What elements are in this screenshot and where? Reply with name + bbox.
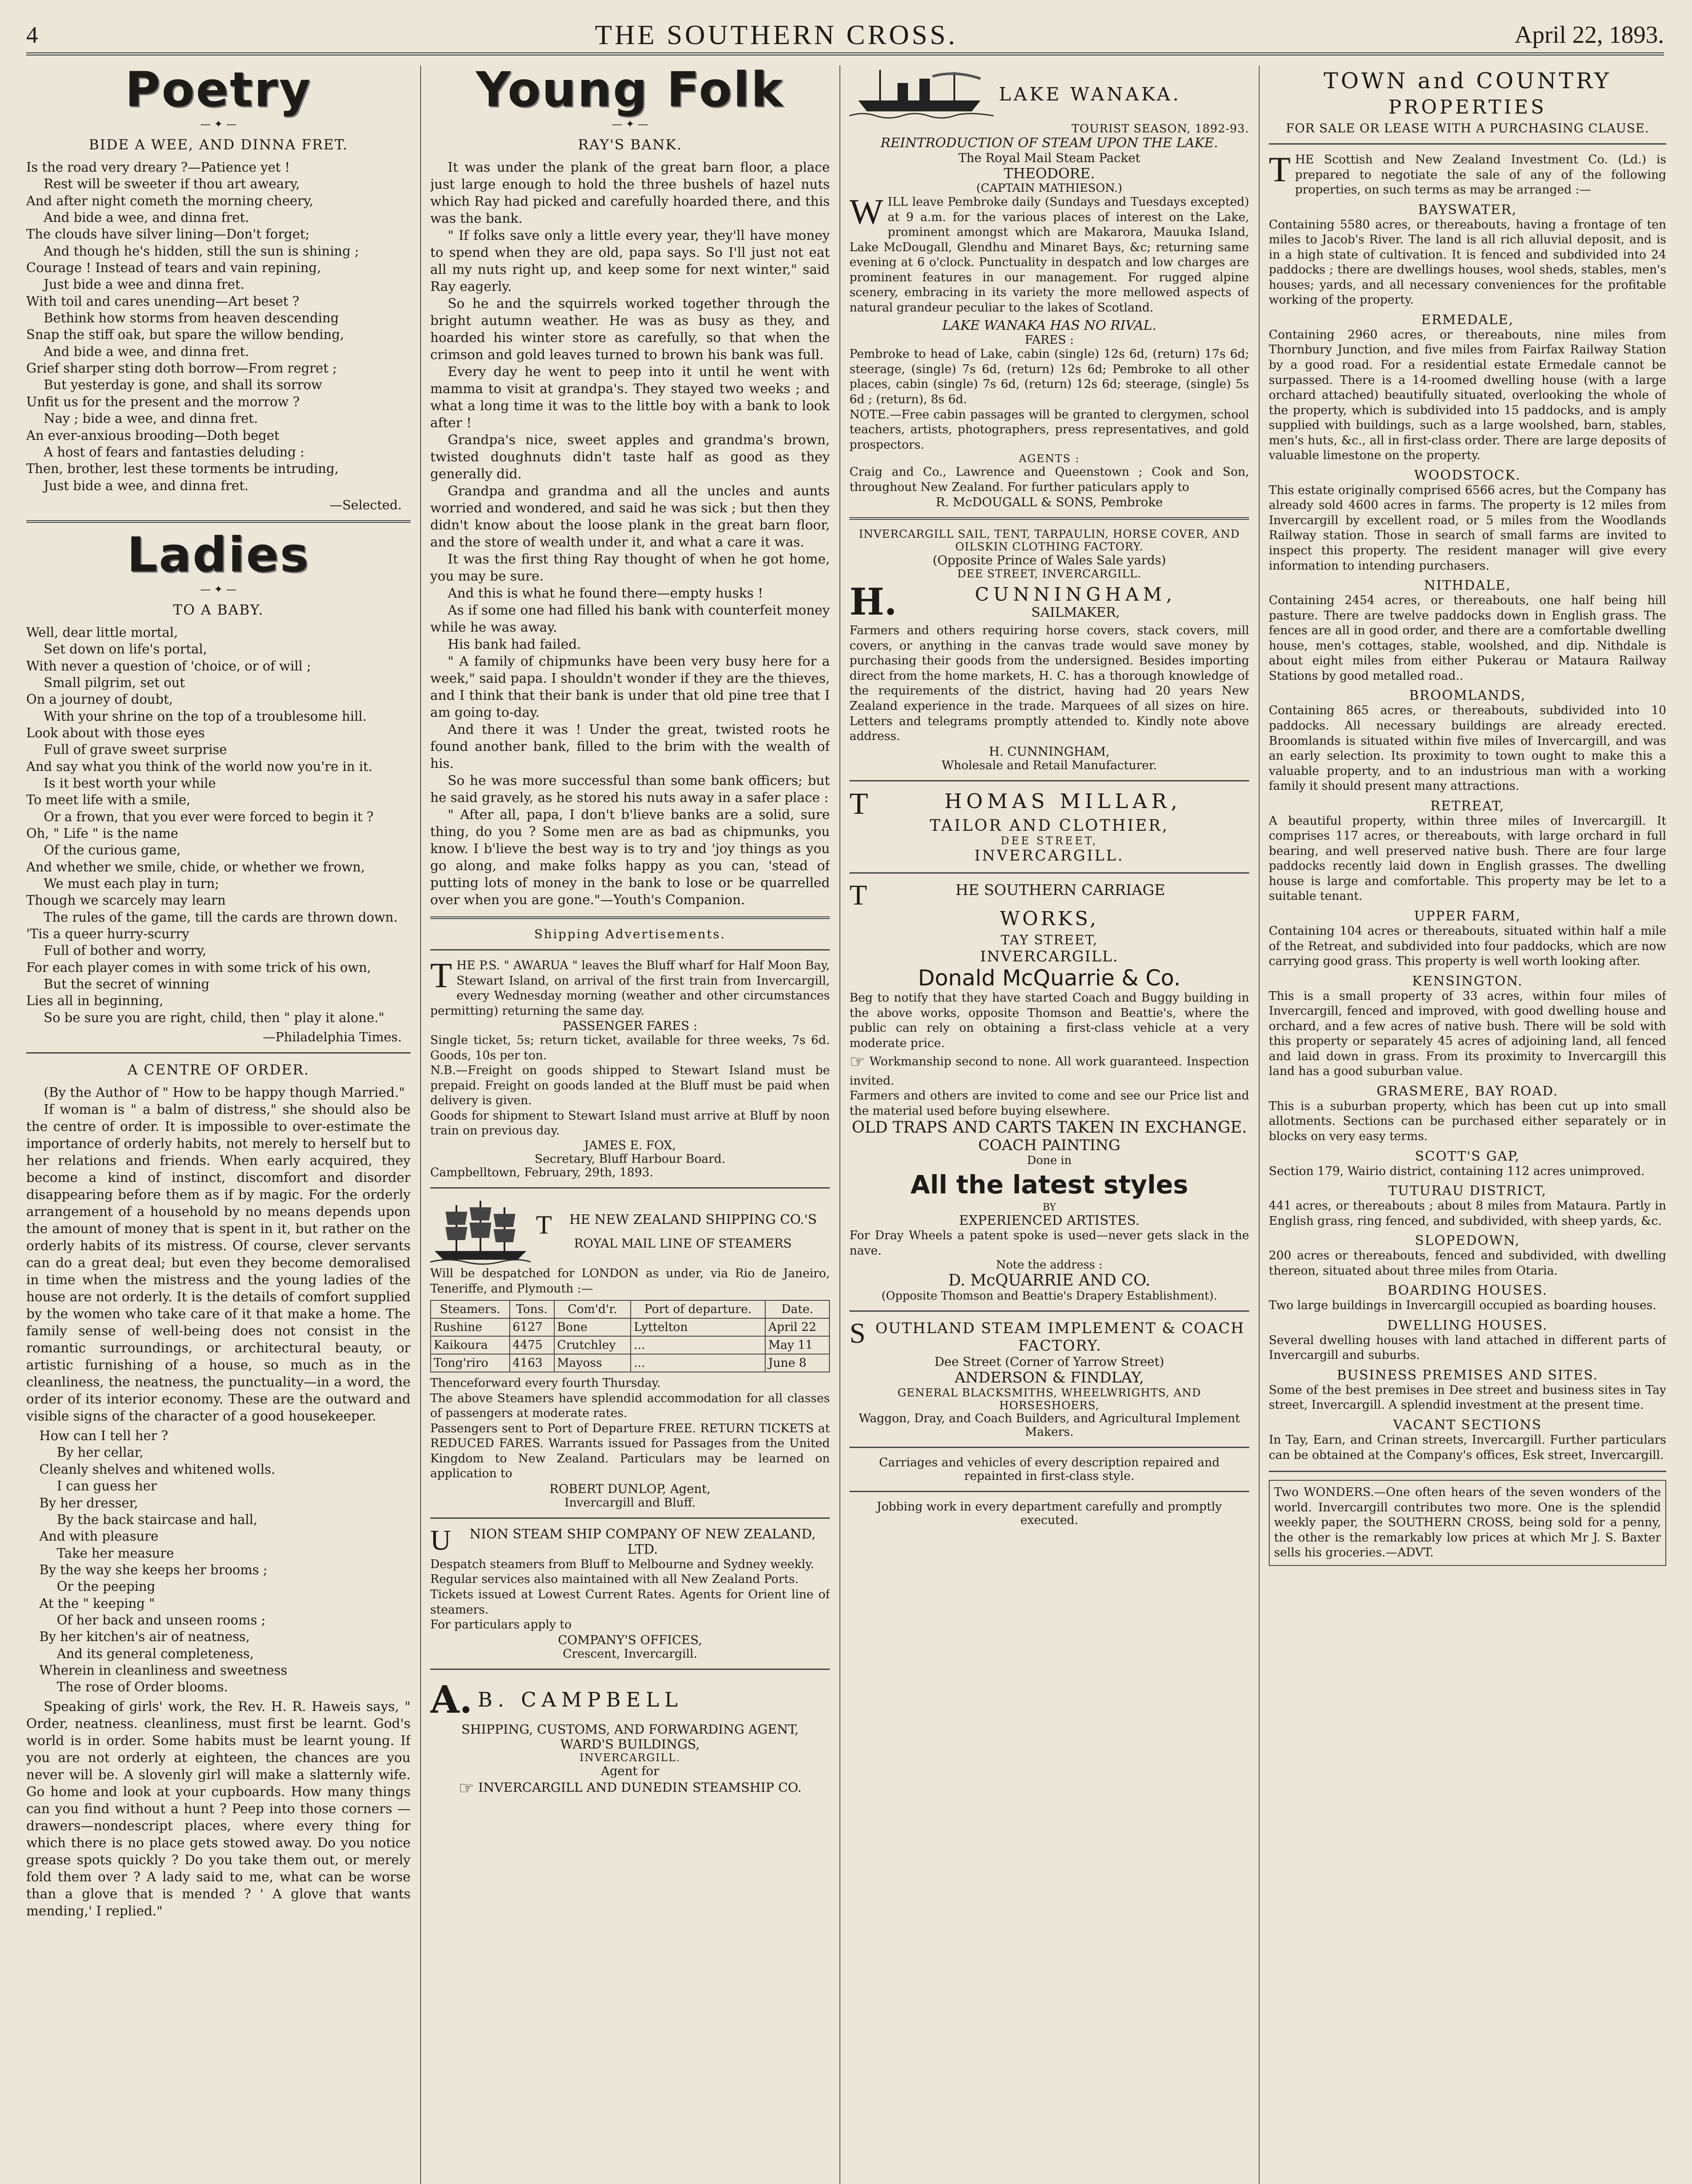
column-rule (420, 66, 421, 2184)
poem-line: And with pleasure (39, 1529, 159, 1544)
story-paragraph: It was under the plank of the great barn floor, a place just large enough to hold the three bushels of hazel nuts which Ray had picked and carefully hoarded there, and this was the bank. (430, 160, 830, 226)
table-cell: Rushine (431, 1318, 510, 1336)
campbell-company: ☞ INVERCARGILL AND DUNEDIN STEAMSHIP CO. (458, 1778, 802, 1798)
story-paragraph: Every day he went to peep into it until he went with mamma to visit at grandpa's. They stayed two weeks ; and what a long time it was to the little boy with a bank to look after ! (430, 364, 830, 431)
lake-no-rival: LAKE WANAKA HAS NO RIVAL. (942, 318, 1157, 334)
story-title: RAY'S BANK. (578, 136, 682, 153)
divider (26, 520, 411, 523)
property-description: Containing 5580 acres, or thereabouts, having a frontage of ten miles to Jacob's River. The land is all rich alluvial deposit, and is in a high state of cultivation. It is fenced and subdivided into 24 paddocks ; there are dwellings houses, wool sheds, stables, men's houses; yards, and all necessary conveniences for the profitable working of the property. (1269, 218, 1666, 307)
steamer-schedule-table (430, 1300, 830, 1372)
article-title: A CENTRE OF ORDER. (127, 1061, 310, 1078)
cunningham-header (849, 580, 1249, 623)
property-name: UPPER FARM, (1414, 908, 1521, 924)
lake-agents: Craig and Co., Lawrence and Queenstown ; Cook and Son, throughout New Zealand. For further paticulars apply to (849, 465, 1249, 494)
masthead (26, 17, 1664, 55)
table-cell: 4163 (510, 1354, 554, 1372)
poem-line: Full of grave sweet surprise (44, 742, 227, 757)
poem-line: By her cellar, (57, 1445, 144, 1460)
table-cell: June 8 (765, 1354, 829, 1372)
properties-subheading: PROPERTIES (1388, 96, 1547, 118)
cunningham-top: INVERCARGILL SAIL, TENT, TARPAULIN, HORSE COVER, AND OILSKIN CLOTHING FACTORY. (859, 528, 1240, 553)
divider (430, 949, 830, 950)
union-text: For particulars apply to (430, 1618, 572, 1632)
divider (849, 780, 1249, 781)
nz-shipping-title: T HE NEW ZEALAND SHIPPING CO.'S (536, 1210, 817, 1240)
poem-line: And though he's hidden, still the sun is shining ; (44, 243, 359, 259)
carriage-town: INVERCARGILL. (980, 948, 1119, 966)
poem-line: Look about with those eyes (26, 725, 205, 740)
property-name: ERMEDALE, (1421, 312, 1514, 328)
poem-line: Though we scarcely may learn (26, 893, 226, 908)
story-paragraph: It was the first thing Ray thought of when he got home, you may be sure. (430, 552, 830, 584)
millar-name: T HOMAS MILLAR, (849, 787, 1182, 821)
poem-line: Wherein in cleanliness and sweetness (39, 1662, 287, 1678)
column-poetry-ladies (26, 66, 411, 2184)
mcquarrie-artistes: EXPERIENCED ARTISTES. (959, 1213, 1140, 1229)
property-description: Two large buildings in Invercargill occupied as boarding houses. (1269, 1299, 1657, 1313)
poem-line: Is it best worth your while (44, 775, 216, 791)
lake-ship-name: THEODORE. (1004, 165, 1095, 182)
mcquarrie-text: Beg to notify that they have started Coach and Buggy building in the above works, opposite Thomson and Beattie's, where the public can rely on obtaining a first-class vehicle at a very moderate price. (849, 991, 1249, 1050)
property-description: Several dwelling houses with land attached in different parts of Invercargill and suburbs. (1269, 1333, 1666, 1362)
factory-street: Dee Street (Corner of Yarrow Street) (934, 1355, 1164, 1369)
table-row (431, 1354, 829, 1372)
poem-line: A host of fears and fantasties deluding : (44, 444, 304, 460)
lake-fares: Pembroke to head of Lake, cabin (single) 12s 6d, (return) 17s 6d; steerage, (single) 7s 6d, (return) 12s 6d; Pembroke to all other places, cabin (single) 7s 6d, (return) 12s 6d; steerage, (single) 5s 6d ; (return), 8s 6d. (849, 347, 1249, 407)
poem-line: Bethink how storms from heaven descending (44, 311, 339, 326)
factory-carriages: Carriages and vehicles of every description repaired and repainted in first-class style. (879, 1456, 1220, 1483)
pointing-hand-icon: ☞ (458, 1778, 474, 1798)
poem-line: We must each play in turn; (44, 876, 219, 892)
poem-line: With your shrine on the top of a troublesome hill. (44, 708, 367, 724)
steamship-icon (849, 66, 994, 122)
property-description: This is a small property of 33 acres, within four miles of Invercargill, fenced and improved, with good dwelling house and orchard, and a few acres of native bush. There will be sold with this property or separately 45 acres of adjoining land, all fenced and laid down in grass. From its proximity to Invercargill this land has a good suburban value. (1269, 989, 1666, 1078)
issue-date: April 22, 1893. (1514, 21, 1664, 48)
property-name: BAYSWATER, (1418, 202, 1517, 218)
mcquarrie-dray: For Dray Wheels a patent spoke is used—never gets slack in the nave. (849, 1229, 1249, 1258)
campbell-address: WARD'S BUILDINGS, (560, 1736, 700, 1752)
poem-attribution: —Selected. (329, 497, 402, 512)
campbell-agent: Agent for (601, 1763, 660, 1778)
poem-line: By the back staircase and hall, (57, 1512, 258, 1527)
table-header-cell: Tons. (510, 1300, 554, 1318)
nz-shipping-text: Passengers sent to Port of Departure FREE. RETURN TICKETS at REDUCED FARES. Warrants issued for Passages from the United Kingdom to New Zealand. Particulars may be learned on application to (430, 1421, 830, 1481)
poem-attribution: —Philadelphia Times. (262, 1030, 402, 1045)
property-description: 200 acres or thereabouts, fenced and subdivided, with dwelling thereon, situated about three miles from Otaria. (1269, 1249, 1666, 1278)
property-description: Containing 865 acres, or thereabouts, subdivided into 10 paddocks. All necessary buildings are already erected. Broomlands is situated within five miles of Invercargill, and was an early selection. Its proximity to town ought to make this a valuable property, and to an industrious man with a working family it should present many attractions. (1269, 704, 1666, 793)
poem-line: Then, brother, lest these torments be intruding, (26, 461, 339, 477)
table-cell: May 11 (765, 1336, 829, 1354)
divider (430, 1669, 830, 1670)
story-paragraph: " A family of chipmunks have been very busy here for a week," said papa. I shouldn't wonder if they are the thieves, and I think that their bank is under that old pine tree that I am going to-day. (430, 654, 830, 720)
table-row (431, 1318, 829, 1336)
poem-line: An ever-anxious brooding—Doth beget (26, 428, 280, 443)
divider (849, 1491, 1249, 1492)
cunningham-name: CUNNINGHAM, (975, 583, 1177, 605)
poem-line: By her kitchen's air of neatness, (39, 1629, 250, 1645)
lake-fares-heading: FARES : (1025, 333, 1074, 347)
column-rule (1259, 66, 1260, 2184)
page-number: 4 (26, 22, 38, 48)
poem-line: Just bide a wee and dinna fret. (44, 277, 245, 292)
property-name: BOARDING HOUSES. (1387, 1283, 1548, 1299)
property-name: VACANT SECTIONS (1393, 1417, 1542, 1433)
property-description: This is a suburban property, which has been cut up into small allotments. Sections can be purchased either separately or in blocks on very easy terms. (1269, 1099, 1666, 1143)
mcquarrie-farmers: Farmers and others are invited to come and see our Price list and the material used before buying elsewhere. (849, 1089, 1249, 1118)
poem-line: So be sure you are right, child, then " play it alone." (44, 1010, 384, 1025)
poem-line: Grief sharper sting doth borrow—From regret ; (26, 361, 337, 376)
divider (849, 1310, 1249, 1312)
mcquarrie-styles: All the latest styles (910, 1170, 1188, 1200)
nz-shipping-text: The above Steamers have splendid accommodation for all classes of passengers at moderate rates. (430, 1391, 830, 1420)
signature-title: Secretary, Bluff Harbour Board. (535, 1152, 725, 1166)
property-description: This estate originally comprised 6566 acres, but the Company has already sold 4600 acres in farms. The property is 12 miles from Invercargill by excellent road, or 5 miles from the Woodlands Railway station. Those in search of small farms are invited to inspect this property. The resident manager will give every information to intending purchasers. (1269, 483, 1666, 573)
cunningham-street: DEE STREET, INVERCARGILL. (957, 567, 1142, 581)
property-name: SCOTT'S GAP, (1415, 1148, 1520, 1164)
cunningham-initial: H. (849, 580, 897, 624)
poem-line: And bide a wee, and dinna fret. (44, 210, 249, 225)
poem-body (26, 624, 411, 1026)
ornament: — ✦ — (200, 118, 237, 130)
section-young-folk-heading: Young Folk (476, 66, 784, 117)
properties-heading: TOWN and COUNTRY (1323, 68, 1612, 93)
poem-line: And say what you think of the world now you're in it. (26, 759, 373, 774)
union-text: Regular services also maintained with all New Zealand Ports. (430, 1572, 799, 1586)
fares-heading: PASSENGER FARES : (563, 1019, 698, 1033)
poem-line: But the secret of winning (44, 977, 210, 992)
article-byline: (By the Author of " How to be happy though Married." (44, 1085, 405, 1101)
wonders-text: Two WONDERS.—One often hears of the seven wonders of the world. Invercargill contributes two more. One is the splendid weekly paper, the SOUTHERN CROSS, being sold for a penny, the other is the remarkably low prices at which Mr J. S. Baxter sells his groceries.—ADVT. (1274, 1486, 1661, 1560)
poem-line: By her dresser, (39, 1495, 138, 1510)
properties-terms: FOR SALE OR LEASE WITH A PURCHASING CLAUSE. (1286, 121, 1649, 135)
lake-text: WILL leave Pembroke daily (Sundays and Tuesdays excepted) at 9 a.m. for the various places of interest on the Lake, prominent amongst which are Makarora, Mauuka Island, Lake McDougall, Glendhu and Minaret Bays, &c; returning same evening at 6 o'clock. Punctuality in despatch and low charges are prominent features in our management. For rugged alpine scenery, embracing in its variety the more mellowed aspects of natural grandeur peculiar to the lakes of Scotland. (849, 192, 1249, 314)
property-name: NITHDALE, (1424, 578, 1511, 594)
table-header-cell: Steamers. (431, 1300, 510, 1318)
property-name: GRASMERE, BAY ROAD. (1376, 1083, 1559, 1099)
poem-line: The clouds have silver lining—Don't forget; (26, 227, 310, 242)
poem-line: To meet life with a smile, (26, 792, 190, 808)
nz-shipping-text: Will be despatched for LONDON as under, via Rio de Janeiro, Teneriffe, and Plymouth :— (430, 1267, 830, 1296)
campbell-town: INVERCARGILL. (579, 1751, 681, 1764)
table-cell: ... (631, 1336, 765, 1354)
table-header-cell: Date. (765, 1300, 829, 1318)
ornament: — ✦ — (611, 118, 649, 130)
mcquarrie-name: Donald McQuarrie & Co. (918, 965, 1181, 991)
mcquarrie-note: Note the address : (996, 1258, 1103, 1272)
property-description: Section 179, Wairio district, containing 112 acres unimproved. (1269, 1164, 1645, 1178)
property-name: BROOMLANDS, (1409, 688, 1526, 704)
union-text: Despatch steamers from Bluff to Melbourne and Sydney weekly. (430, 1557, 815, 1571)
poem-line: Just bide a wee, and dinna fret. (44, 478, 249, 493)
column-advertisements (849, 66, 1249, 2184)
table-header-cell: Com'd'r. (554, 1300, 631, 1318)
property-description: Containing 104 acres or thereabouts, situated within half a mile of the Retreat, and subdivided into four paddocks, which are now carrying good grass. This property is well worth looking after. (1269, 924, 1666, 968)
divider (430, 1187, 830, 1189)
lake-packet: The Royal Mail Steam Packet (958, 151, 1140, 165)
nz-shipping-subtitle: ROYAL MAIL LINE OF STEAMERS (574, 1236, 792, 1251)
millar-town: INVERCARGILL. (974, 847, 1124, 865)
table-header-row (431, 1300, 829, 1318)
divider (430, 916, 830, 919)
poem-line: Full of bother and worry, (44, 943, 207, 958)
property-description: Containing 2454 acres, or thereabouts, one half being hill pasture. There are twelve paddocks down in English grass. The fences are all in good order, and there are a comfortable dwelling house, men's cottages, stable, woolshed, and dip. Nithdale is about eight miles from either Pukerau or Mataura Railway Stations by good metalled road.. (1269, 594, 1666, 683)
place-date: Campbelltown, February, 29th, 1893. (430, 1166, 653, 1180)
table-row (431, 1336, 829, 1354)
factory-jobbing: Jobbing work in every department carefully and promptly executed. (877, 1500, 1222, 1527)
property-name: WOODSTOCK. (1414, 467, 1521, 483)
properties-intro: THE Scottish and New Zealand Investment Co. (Ld.) is prepared to negotiate the sale of any of the following properties, on such terms as may be arranged :— (1269, 149, 1666, 197)
newspaper-title: THE SOUTHERN CROSS. (595, 19, 958, 50)
union-text: Tickets issued at Lowest Current Rates. Agents for Orient line of steamers. (430, 1588, 830, 1617)
poem-line: Oh, " Life " is the name (26, 826, 179, 841)
cunningham-trade: SAILMAKER, (1031, 605, 1120, 620)
section-ladies-heading: Ladies (127, 526, 310, 583)
divider (26, 1052, 411, 1054)
property-description: 441 acres, or thereabouts ; about 8 miles from Mataura. Partly in English grass, ring fenced, and subdivided, with sheep yards, &c. (1269, 1199, 1666, 1228)
table-cell: Tong'riro (431, 1354, 510, 1372)
mcquarrie-signature: D. McQUARRIE AND CO. (948, 1272, 1150, 1290)
lake-wanaka-title: LAKE WANAKA. (999, 83, 1181, 105)
column-young-folk-shipping (430, 66, 830, 2184)
factory-builders: Waggon, Dray, and Coach Builders, and Agricultural Implement Makers. (859, 1412, 1240, 1439)
goods-text: Goods for shipment to Stewart Island must arrive at Bluff by noon train on previous day. (430, 1109, 830, 1138)
poem-line: For each player comes in with some trick of his own, (26, 960, 371, 975)
property-description: A beautiful property, within three miles of Invercargill. It comprises 117 acres, or thereabouts, with large orchard in full bearing, and well preserved native bush. There are four large paddocks recently laid down in English grasses. The dwelling house is large and comfortable. This property may be let to a suitable tenant. (1269, 814, 1666, 903)
lake-intro: REINTRODUCTION OF STEAM UPON THE LAKE. (881, 135, 1218, 151)
pointing-hand-icon: ☞ (849, 1052, 865, 1072)
signature: COMPANY'S OFFICES, (558, 1632, 702, 1647)
divider (1269, 143, 1666, 145)
column-rule (839, 66, 840, 2184)
poem-line: Nay ; bide a wee, and dinna fret. (44, 411, 258, 426)
property-description: In Tay, Earn, and Crinan streets, Invercargill. Further particulars can be obtained at the Company's offices, Esk street, Invercargill. (1269, 1433, 1666, 1462)
story-paragraph: So he was more successful than some bank officers; but he said gravely, as he stored his nuts away in a safer place : (430, 773, 830, 805)
millar-trade: TAILOR AND CLOTHIER, (929, 817, 1169, 835)
poem-line: Snap the stiff oak, but spare the willow bending, (26, 327, 344, 342)
lake-wanaka-header (849, 66, 1249, 122)
story-paragraph: And there it was ! Under the great, twisted roots he found another bank, filled to the brim with the wealth of his. (430, 722, 830, 771)
divider (1269, 1471, 1666, 1472)
millar-street: DEE STREET, (1001, 835, 1098, 847)
lake-captain: (CAPTAIN MATHIESON.) (976, 182, 1122, 195)
story-paragraph: So he and the squirrels worked together through the bright autumn weather. He was as busy as they, and hoarded his winter store as carefully, so that when the crimson and gold leaves turned to brown his bank was full. (430, 296, 830, 363)
article-paragraph: Speaking of girls' work, the Rev. H. R. Haweis says, " Order, neatness. cleanliness, must first be learnt. God's world is in order. Some habits must be learnt young. If you are not orderly at eighteen, the chances are you never will be. A slovenly girl will make a slatternly wife. Go home and look at your cupboards. How many things can you find without a hunt ? Peep into those corners — drawers—nondescript places, where every thing for which there is no place gets stowed away. Do you notice grease spots quickly ? Do you take them out, or merely fold them over ? A lady said to me, what can be worse than a glove that is mended ? ' A glove that wants mending,' I replied." (26, 1699, 411, 1919)
signature-title: Wholesale and Retail Manufacturer. (941, 758, 1157, 772)
wonders-box (1269, 1480, 1666, 1566)
poem-line: Courage ! Instead of tears and vain repining, (26, 260, 321, 276)
lake-note: NOTE.—Free cabin passages will be granted to clergymen, school teachers, artists, photographers, press representatives, and gold prospectors. (849, 408, 1249, 452)
sailing-ship-icon (430, 1196, 531, 1266)
carriage-street: TAY STREET, (1001, 933, 1098, 948)
property-name: KENSINGTON. (1412, 973, 1523, 989)
union-steam-heading: U NION STEAM SHIP COMPANY OF NEW ZEALAND, LTD. (430, 1524, 816, 1557)
section-poetry-heading: Poetry (125, 66, 312, 117)
poem-line: With never a question of 'choice, or of will ; (26, 658, 311, 674)
poem-line: Rest will be sweeter if thou art aweary, (44, 176, 300, 192)
article-verse (39, 1427, 411, 1696)
mcquarrie-done: Done in (1027, 1154, 1072, 1168)
shipping-heading: Shipping Advertisements. (534, 927, 726, 941)
ornament: — ✦ — (200, 583, 237, 595)
dropcap: T (430, 955, 452, 995)
poem-line: And whether we smile, chide, or whether we frown, (26, 859, 365, 874)
table-cell: Crutchley (554, 1336, 631, 1354)
property-list (1269, 202, 1666, 1463)
signature: JAMES E. FOX, (584, 1139, 676, 1153)
schedule-note: Thenceforward every fourth Thursday. (430, 1376, 661, 1390)
article-paragraph: If woman is " a balm of distress," she should also be the centre of order. It is impossible to over-estimate the importance of orderly habits, not merely to herself but to her relations and friends. When early acquired, they become a kind of instinct, discomfort and disorder disappearing before them as if by magic. For the orderly arrangement of a household by no means depends upon the amount of money that is spent in it, but rather on the orderly habits of its mistress. Of course, clever servants can do a great deal; but even they become demoralised in time when the mistress and the young ladies of the house are not orderly. It is the details of comfort supplied by the women who take care of it that make a home. The family sense of well-being does not consist in the romantic surroundings, or architectural beauty, or artistic furnishing of a house, so much as in the cleanliness, the neatness, the punctuality—in a word, the order of its interior economy. These are the outward and visible signs of the character of a good housekeeper. (26, 1102, 411, 1424)
poem-line: Take her measure (57, 1545, 174, 1561)
factory-owners: ANDERSON & FINDLAY, (954, 1369, 1144, 1387)
story-paragraph: As if some one had filled his bank with counterfeit money while he was away. (430, 603, 830, 635)
campbell-line: SHIPPING, CUSTOMS, AND FORWARDING AGENT, (461, 1721, 799, 1737)
poem-line: With toil and cares unending—Art beset ? (26, 294, 300, 309)
divider (849, 517, 1249, 520)
mcquarrie-by: BY (1043, 1202, 1056, 1213)
column-properties (1269, 66, 1666, 2184)
mcquarrie-traps: OLD TRAPS AND CARTS TAKEN IN EXCHANGE. (852, 1119, 1247, 1137)
poem-line: Of the curious game, (44, 843, 181, 858)
campbell-initial: A. (430, 1677, 473, 1722)
poem-line: Cleanly shelves and whitened wolls. (39, 1462, 276, 1477)
poem-line: Is the road very dreary ?—Patience yet ! (26, 160, 290, 175)
property-description: Containing 2960 acres, or thereabouts, nine miles from Thornbury Junction, and five miles from Fairfax Railway Station by a good road. For a residential estate Ermedale cannot be surpassed. There is a 14-roomed dwelling house (with a large orchard attached) beautifully situated, overlooking the whole of the property, which is subdivided into 15 paddocks, and is amply supplied with buildings, such as a large woolshed, barn, stables, men's huts, &c., all in first-class order. There are large deposits of valuable limestone on the property. (1269, 328, 1666, 463)
implement-factory-heading: SOUTHLAND STEAM IMPLEMENT & COACH FACTORY. (849, 1317, 1245, 1355)
mcquarrie-workmanship: ☞ Workmanship second to none. All work guaranteed. Inspection invited. (849, 1052, 1249, 1088)
table-cell: Kaikoura (431, 1336, 510, 1354)
poem-line: Or a frown, that you ever were forced to begin it ? (44, 809, 374, 824)
poem-line: And bide a wee, and dinna fret. (44, 344, 249, 359)
nb-text: N.B.—Freight on goods shipped to Stewart Island must be prepaid. Freight on goods landed at the Bluff must be paid when delivery is given. (430, 1064, 830, 1108)
story-paragraph: " If folks save only a little every year, they'll have money to spend when they are old, papa says. So I'll just not eat all my nuts right up, and keep some for next winter," said Ray eagerly. (430, 228, 830, 294)
story-paragraph: His bank had failed. (448, 637, 581, 652)
poem-line: Or the peeping (57, 1579, 155, 1594)
poem-line: 'Tis a queer hurry-scurry (26, 926, 190, 942)
poem-title: BIDE A WEE, AND DINNA FRET. (89, 136, 348, 153)
poem-line: Well, dear little mortal, (26, 625, 178, 640)
poem-line: Unfit us for the present and the morrow ? (26, 394, 300, 409)
cunningham-opposite: (Opposite Prince of Wales Sale yards) (932, 553, 1166, 568)
campbell-header (430, 1678, 830, 1722)
poem-line: The rules of the game, till the cards are thrown down. (44, 909, 398, 925)
story-paragraph: And this is what he found there—empty husks ! (448, 586, 763, 601)
carriage-works: WORKS, (1000, 908, 1099, 930)
table-cell: 4475 (510, 1336, 554, 1354)
awarua-ad: THE P.S. " AWARUA " leaves the Bluff wharf for Half Moon Bay, Stewart Island, on arrival of the first train from Invercargill, every Wednesday morning (weather and other circumstances permitting) returning the same day. (430, 955, 830, 1018)
poem-line: How can I tell her ? (39, 1428, 168, 1444)
property-name: BUSINESS PREMISES AND SITES. (1336, 1367, 1599, 1383)
poem-line: Small pilgrim, set out (44, 675, 185, 690)
story-paragraph: " After all, papa, I don't b'lieve banks are a solid, sure thing, do you ? Some men are as bad as chipmunks, you know. I b'lieve the best way is to try and 'joy things as you go along, and make folks happy as you can, 'stead of putting lots of money in the bank to lose or be quarrelled over when you are gone."—Youth's Companion. (430, 807, 830, 908)
poem-line: And after night cometh the morning cheery, (26, 193, 314, 208)
table-cell: Lyttelton (631, 1318, 765, 1336)
tourist-season: TOURIST SEASON, 1892-93. (1071, 122, 1249, 135)
story-body (430, 159, 830, 909)
poem-title: TO A BABY. (173, 601, 264, 618)
poem-line: But yesterday is gone, and shall its sorrow (44, 377, 322, 393)
table-cell: April 22 (765, 1318, 829, 1336)
divider (430, 1517, 830, 1519)
poem-line: At the " keeping " (39, 1596, 155, 1611)
poem-line: By the way she keeps her brooms ; (39, 1562, 268, 1577)
property-description: Some of the best premises in Dee street and business sites in Tay street, Invercargill. A splendid investment at the present time. (1269, 1383, 1666, 1412)
property-name: TUTURAU DISTRICT, (1388, 1183, 1547, 1199)
table-cell: ... (631, 1354, 765, 1372)
table-body (431, 1318, 829, 1372)
mcquarrie-coach: COACH PAINTING (978, 1137, 1121, 1154)
poem-line: I can guess her (57, 1479, 157, 1494)
signature: ROBERT DUNLOP, Agent, (549, 1481, 711, 1496)
carriage-heading: T HE SOUTHERN CARRIAGE (849, 879, 1165, 912)
lake-agents-heading: AGENTS : (1019, 453, 1080, 465)
story-paragraph: Grandpa's nice, sweet apples and grandma's brown, twisted doughnuts didn't taste half as good as they generally did. (430, 432, 830, 482)
signature-title: Crescent, Invercargill. (563, 1647, 698, 1661)
table-header-cell: Port of departure. (631, 1300, 765, 1318)
divider (849, 1447, 1249, 1448)
table-cell: Bone (554, 1318, 631, 1336)
fares-text: Single ticket, 5s; return ticket, available for three weeks, 7s 6d. Goods, 10s per ton. (430, 1033, 830, 1062)
signature: H. CUNNINGHAM, (989, 744, 1110, 759)
table-cell: Mayoss (554, 1354, 631, 1372)
poem-line: Lies all in beginning, (26, 993, 163, 1009)
factory-trades: GENERAL BLACKSMITHS, WHEELWRIGHTS, AND HORSESHOERS, (897, 1386, 1202, 1412)
nz-shipping-header (430, 1196, 830, 1266)
property-name: RETREAT, (1430, 798, 1505, 814)
table-cell: 6127 (510, 1318, 554, 1336)
divider (849, 872, 1249, 874)
poem-line: Of her back and unseen rooms ; (57, 1612, 266, 1628)
poem-body (26, 159, 411, 494)
poem-line: The rose of Order blooms. (57, 1679, 228, 1695)
poem-line: On a journey of doubt, (26, 692, 173, 707)
story-paragraph: Grandpa and grandma and all the uncles and aunts worried and wondered, and said he was sick ; but then they didn't know about the loose plank in the great barn floor, and the store of wealth under it, and what a care it was. (430, 484, 830, 550)
mcquarrie-opposite: (Opposite Thomson and Beattie's Drapery Establishment). (881, 1289, 1217, 1303)
property-name: DWELLING HOUSES. (1387, 1317, 1548, 1333)
poem-line: And its general completeness, (57, 1646, 254, 1661)
signature-title: Invercargill and Bluff. (564, 1496, 696, 1510)
campbell-name: B. CAMPBELL (477, 1688, 683, 1712)
property-name: SLOPEDOWN, (1415, 1233, 1520, 1249)
poem-line: Set down on life's portal, (44, 642, 207, 657)
cunningham-text: Farmers and others requiring horse covers, stack covers, mill covers, or anything in the canvas trade would save money by purchasing their goods from the undersigned. Besides importing direct from the home markets, H. C. has a thorough knowledge of the requirements of the district, having had 20 years New Zealand experience in the trade. Marquees of all sizes on hire. Letters and telegrams promptly attended to. Kindly note above address. (849, 624, 1249, 743)
lake-signature: R. McDOUGALL & SONS, Pembroke (936, 495, 1163, 510)
